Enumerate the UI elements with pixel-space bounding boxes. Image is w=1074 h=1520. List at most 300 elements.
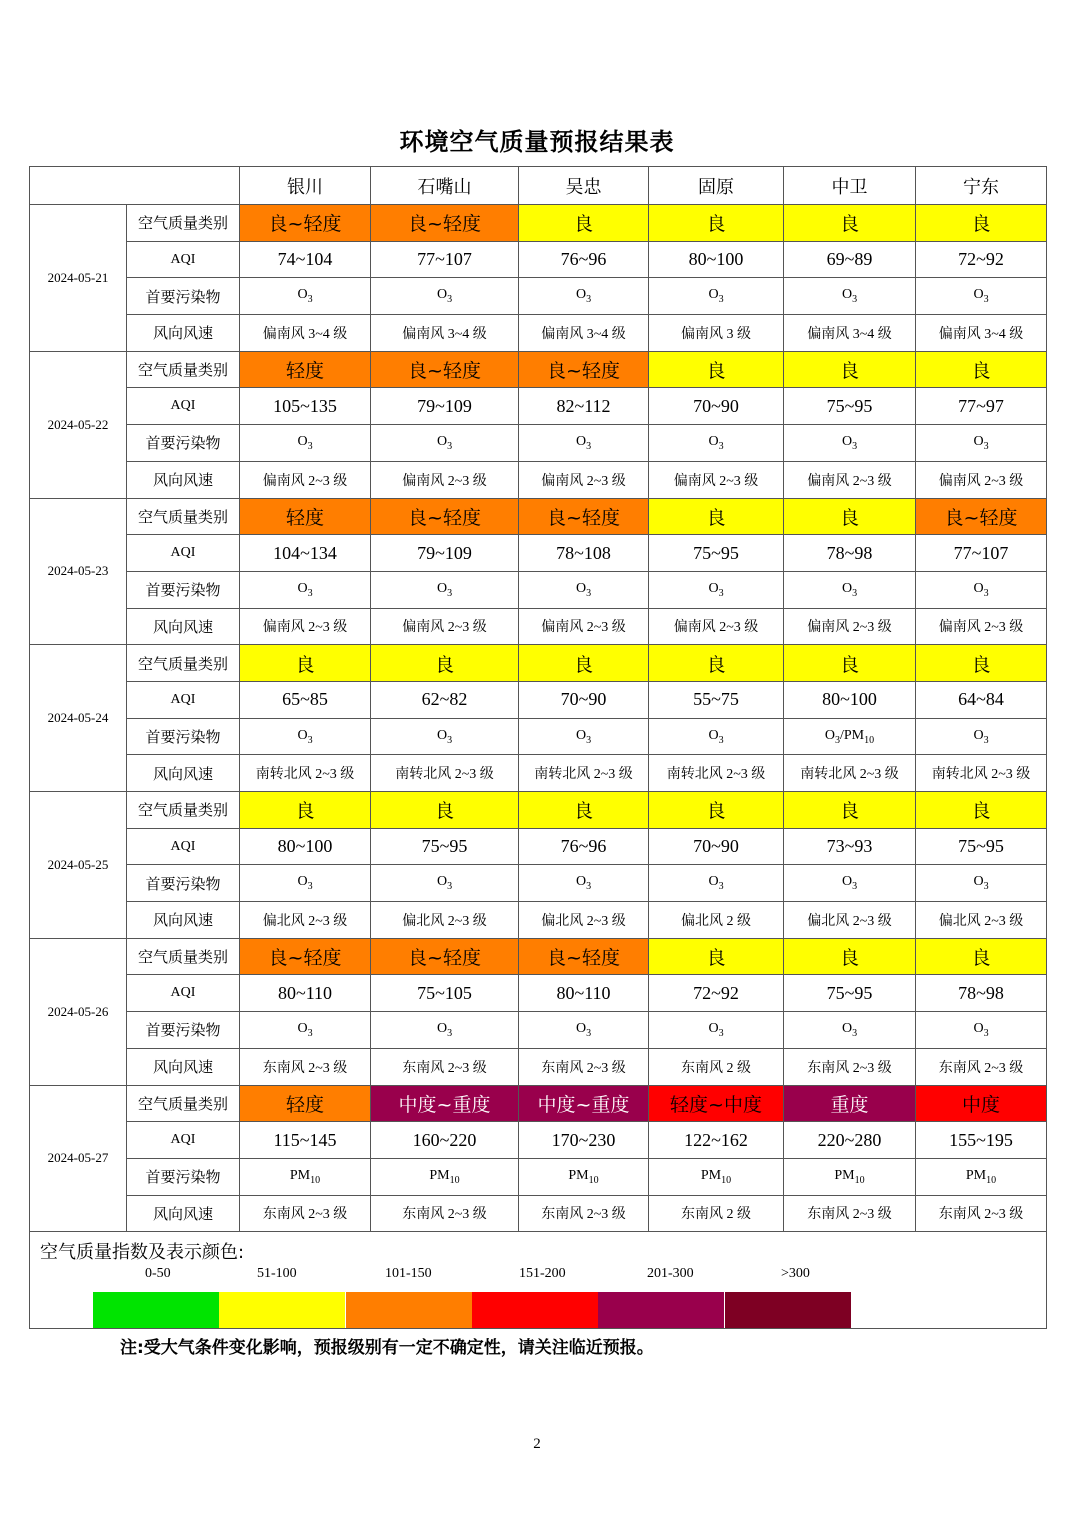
pollutant-subscript: 3 <box>307 587 313 599</box>
pollutant-symbol: O <box>841 874 853 890</box>
city-header: 固原 <box>649 167 784 205</box>
pollutant-symbol: O <box>841 434 853 450</box>
primary-pollutant-cell <box>240 718 371 755</box>
wind-cell: 偏北风 2~3 级 <box>784 902 916 939</box>
aqi-range-cell: 82~112 <box>519 388 649 425</box>
table-row <box>30 278 1047 315</box>
wind-cell: 南转北风 2~3 级 <box>371 755 519 792</box>
pollutant-subscript: 10 <box>449 1174 460 1186</box>
aqi-category-cell: 良 <box>240 645 371 682</box>
row-label-pollutant: 首要污染物 <box>127 425 240 462</box>
row-label-aqi: AQI <box>127 1122 240 1159</box>
primary-pollutant-cell <box>649 1012 784 1049</box>
pollutant-subscript: 3 <box>852 1027 858 1039</box>
primary-pollutant-cell <box>916 1012 1047 1049</box>
forecast-date: 2024-05-23 <box>30 498 127 645</box>
table-row <box>30 608 1047 645</box>
aqi-category-cell: 良 <box>784 938 916 975</box>
primary-pollutant-cell <box>240 571 371 608</box>
row-label-pollutant: 首要污染物 <box>127 1158 240 1195</box>
wind-cell: 东南风 2~3 级 <box>519 1195 649 1232</box>
primary-pollutant-cell <box>916 1158 1047 1195</box>
legend-range-label: 201-300 <box>647 1266 694 1282</box>
aqi-category-cell: 良 <box>649 792 784 829</box>
row-label-aqi: AQI <box>127 388 240 425</box>
aqi-category-cell: 良 <box>519 645 649 682</box>
pollutant-symbol: O <box>708 1021 719 1037</box>
primary-pollutant-cell <box>784 1158 916 1195</box>
aqi-category-cell: 良 <box>916 645 1047 682</box>
legend-color-swatch <box>725 1292 851 1328</box>
wind-cell: 偏南风 2~3 级 <box>371 608 519 645</box>
aqi-range-cell: 70~90 <box>649 388 784 425</box>
aqi-category-cell: 良 <box>371 645 519 682</box>
row-label-wind: 风向风速 <box>127 755 240 792</box>
aqi-range-cell: 75~95 <box>916 828 1047 865</box>
pollutant-subscript: 3 <box>447 587 453 599</box>
primary-pollutant-cell <box>240 278 371 315</box>
aqi-range-cell: 75~95 <box>649 535 784 572</box>
page-title: 环境空气质量预报结果表 <box>399 128 675 156</box>
wind-cell: 东南风 2~3 级 <box>916 1195 1047 1232</box>
wind-cell: 偏南风 3~4 级 <box>371 315 519 352</box>
primary-pollutant-cell <box>240 1012 371 1049</box>
table-row <box>30 792 1047 829</box>
legend-row <box>30 1232 1047 1329</box>
table-row <box>30 315 1047 352</box>
wind-cell: 偏南风 2~3 级 <box>240 608 371 645</box>
aqi-category-cell: 良~轻度 <box>371 351 519 388</box>
legend-range-label: 51-100 <box>257 1266 297 1282</box>
pollutant-symbol: O <box>824 727 835 743</box>
aqi-range-cell: 72~92 <box>916 241 1047 278</box>
pollutant-symbol: O <box>973 580 984 596</box>
wind-cell: 东南风 2~3 级 <box>240 1195 371 1232</box>
header-row <box>30 167 1047 205</box>
pollutant-subscript: 3 <box>718 587 724 599</box>
legend-range-label: 0-50 <box>145 1266 171 1282</box>
pollutant-symbol: PM <box>429 1167 450 1183</box>
table-row <box>30 571 1047 608</box>
aqi-category-cell: 良 <box>784 351 916 388</box>
pollutant-symbol: PM <box>834 1167 855 1183</box>
primary-pollutant-cell <box>649 865 784 902</box>
pollutant-subscript: 3 <box>307 294 313 306</box>
aqi-range-cell: 78~108 <box>519 535 649 572</box>
pollutant-subscript: 3 <box>852 440 858 452</box>
aqi-category-cell: 轻度 <box>240 1085 371 1122</box>
pollutant-subscript: 10 <box>721 1174 732 1186</box>
primary-pollutant-cell <box>784 1012 916 1049</box>
pollutant-symbol: O <box>708 874 719 890</box>
forecast-date: 2024-05-26 <box>30 938 127 1085</box>
forecast-date: 2024-05-22 <box>30 351 127 498</box>
aqi-category-cell: 中度~重度 <box>371 1085 519 1122</box>
wind-cell: 偏南风 3~4 级 <box>519 315 649 352</box>
table-row <box>30 865 1047 902</box>
row-label-category: 空气质量类别 <box>127 498 240 535</box>
city-header: 银川 <box>240 167 371 205</box>
table-row <box>30 351 1047 388</box>
aqi-category-cell: 良 <box>519 205 649 242</box>
aqi-range-cell: 77~107 <box>916 535 1047 572</box>
aqi-range-cell: 77~97 <box>916 388 1047 425</box>
pollutant-symbol: O <box>297 874 308 890</box>
primary-pollutant-cell <box>916 425 1047 462</box>
pollutant-symbol: O <box>575 287 587 303</box>
primary-pollutant-cell <box>916 278 1047 315</box>
forecast-date: 2024-05-21 <box>30 205 127 352</box>
aqi-range-cell: 80~100 <box>240 828 371 865</box>
aqi-range-cell: 65~85 <box>240 681 371 718</box>
aqi-range-cell: 74~104 <box>240 241 371 278</box>
pollutant-subscript: 10 <box>310 1174 321 1186</box>
row-label-aqi: AQI <box>127 828 240 865</box>
aqi-range-cell: 75~95 <box>784 388 916 425</box>
aqi-category-cell: 良 <box>916 205 1047 242</box>
aqi-range-cell: 160~220 <box>371 1122 519 1159</box>
aqi-range-cell: 75~95 <box>784 975 916 1012</box>
table-row <box>30 1122 1047 1159</box>
aqi-range-cell: 76~96 <box>519 241 649 278</box>
row-label-category: 空气质量类别 <box>127 792 240 829</box>
forecast-date: 2024-05-25 <box>30 792 127 939</box>
city-header: 吴忠 <box>519 167 649 205</box>
aqi-range-cell: 80~100 <box>784 681 916 718</box>
table-row <box>30 975 1047 1012</box>
table-row <box>30 681 1047 718</box>
primary-pollutant-cell <box>784 571 916 608</box>
pollutant-symbol: O <box>841 1021 853 1037</box>
pollutant-subscript: 3 <box>852 881 858 893</box>
table-row <box>30 241 1047 278</box>
pollutant-symbol: O <box>436 727 448 743</box>
pollutant-subscript: 10 <box>864 734 875 746</box>
forecast-table <box>29 166 1047 1329</box>
aqi-range-cell: 76~96 <box>519 828 649 865</box>
table-row <box>30 1012 1047 1049</box>
city-header: 宁东 <box>916 167 1047 205</box>
pollutant-subscript: 3 <box>983 1027 989 1039</box>
pollutant-subscript: 3 <box>586 1027 592 1039</box>
row-label-aqi: AQI <box>127 681 240 718</box>
pollutant-subscript: 3 <box>983 440 989 452</box>
aqi-range-cell: 80~100 <box>649 241 784 278</box>
aqi-category-cell: 良 <box>916 351 1047 388</box>
pollutant-symbol: O <box>708 287 719 303</box>
table-row <box>30 1048 1047 1085</box>
pollutant-symbol: O <box>297 727 308 743</box>
wind-cell: 东南风 2~3 级 <box>784 1195 916 1232</box>
aqi-category-cell: 中度~重度 <box>519 1085 649 1122</box>
aqi-category-cell: 良~轻度 <box>240 205 371 242</box>
aqi-category-cell: 良~轻度 <box>240 938 371 975</box>
pollutant-symbol: O <box>708 727 719 743</box>
aqi-category-cell: 良 <box>649 645 784 682</box>
pollutant-symbol: O <box>297 580 308 596</box>
wind-cell: 偏南风 2~3 级 <box>784 608 916 645</box>
pollutant-subscript: 10 <box>588 1174 599 1186</box>
row-label-aqi: AQI <box>127 535 240 572</box>
aqi-category-cell: 良 <box>784 792 916 829</box>
table-row <box>30 498 1047 535</box>
pollutant-subscript: 3 <box>307 734 313 746</box>
wind-cell: 偏北风 2~3 级 <box>371 902 519 939</box>
row-label-category: 空气质量类别 <box>127 351 240 388</box>
pollutant-symbol: PM <box>965 1167 987 1183</box>
primary-pollutant-cell <box>649 425 784 462</box>
primary-pollutant-cell <box>371 1158 519 1195</box>
table-row <box>30 755 1047 792</box>
aqi-range-cell: 70~90 <box>519 681 649 718</box>
pollutant-symbol: /PM <box>840 727 865 743</box>
forecast-date: 2024-05-24 <box>30 645 127 792</box>
aqi-range-cell: 79~109 <box>371 388 519 425</box>
legend-range-label: >300 <box>781 1266 810 1282</box>
row-label-wind: 风向风速 <box>127 1195 240 1232</box>
wind-cell: 偏北风 2 级 <box>649 902 784 939</box>
aqi-category-cell: 良~轻度 <box>371 938 519 975</box>
wind-cell: 偏南风 2~3 级 <box>519 461 649 498</box>
legend-color-swatch <box>472 1292 598 1328</box>
primary-pollutant-cell <box>649 718 784 755</box>
pollutant-subscript: 3 <box>852 294 858 306</box>
primary-pollutant-cell <box>519 718 649 755</box>
aqi-range-cell: 79~109 <box>371 535 519 572</box>
wind-cell: 南转北风 2~3 级 <box>649 755 784 792</box>
wind-cell: 东南风 2 级 <box>649 1195 784 1232</box>
aqi-range-cell: 64~84 <box>916 681 1047 718</box>
primary-pollutant-cell <box>519 1012 649 1049</box>
forecast-date: 2024-05-27 <box>30 1085 127 1232</box>
pollutant-symbol: O <box>436 580 448 596</box>
forecast-note: 注:受大气条件变化影响，预报级别有一定不确定性，请关注临近预报。 <box>120 1338 654 1358</box>
pollutant-subscript: 3 <box>718 294 724 306</box>
wind-cell: 偏北风 2~3 级 <box>916 902 1047 939</box>
primary-pollutant-cell <box>371 1012 519 1049</box>
aqi-category-cell: 良 <box>240 792 371 829</box>
table-row <box>30 425 1047 462</box>
wind-cell: 偏南风 2~3 级 <box>916 461 1047 498</box>
pollutant-subscript: 3 <box>983 734 989 746</box>
pollutant-subscript: 3 <box>307 440 313 452</box>
row-label-pollutant: 首要污染物 <box>127 278 240 315</box>
aqi-range-cell: 75~105 <box>371 975 519 1012</box>
page-number: 2 <box>533 1436 541 1452</box>
primary-pollutant-cell <box>649 571 784 608</box>
pollutant-symbol: O <box>841 580 853 596</box>
aqi-category-cell: 良 <box>784 645 916 682</box>
row-label-wind: 风向风速 <box>127 461 240 498</box>
aqi-range-cell: 73~93 <box>784 828 916 865</box>
wind-cell: 南转北风 2~3 级 <box>519 755 649 792</box>
aqi-category-cell: 良 <box>649 205 784 242</box>
primary-pollutant-cell <box>649 1158 784 1195</box>
pollutant-subscript: 3 <box>586 734 592 746</box>
wind-cell: 偏北风 2~3 级 <box>519 902 649 939</box>
pollutant-symbol: O <box>973 434 984 450</box>
primary-pollutant-cell <box>519 1158 649 1195</box>
row-label-wind: 风向风速 <box>127 1048 240 1085</box>
table-row <box>30 718 1047 755</box>
row-label-pollutant: 首要污染物 <box>127 571 240 608</box>
aqi-category-cell: 良 <box>371 792 519 829</box>
wind-cell: 偏南风 2~3 级 <box>240 461 371 498</box>
primary-pollutant-cell <box>784 865 916 902</box>
primary-pollutant-cell <box>371 278 519 315</box>
wind-cell: 东南风 2 级 <box>649 1048 784 1085</box>
aqi-range-cell: 104~134 <box>240 535 371 572</box>
table-row <box>30 388 1047 425</box>
table-row <box>30 1195 1047 1232</box>
pollutant-subscript: 3 <box>718 440 724 452</box>
pollutant-symbol: O <box>841 287 853 303</box>
pollutant-symbol: PM <box>700 1167 722 1183</box>
pollutant-subscript: 10 <box>854 1174 865 1186</box>
wind-cell: 南转北风 2~3 级 <box>240 755 371 792</box>
aqi-range-cell: 155~195 <box>916 1122 1047 1159</box>
aqi-range-cell: 115~145 <box>240 1122 371 1159</box>
aqi-category-cell: 良 <box>649 498 784 535</box>
pollutant-subscript: 10 <box>986 1174 997 1186</box>
pollutant-symbol: O <box>575 1021 587 1037</box>
pollutant-symbol: O <box>575 434 587 450</box>
aqi-range-cell: 75~95 <box>371 828 519 865</box>
aqi-range-cell: 72~92 <box>649 975 784 1012</box>
aqi-category-cell: 良 <box>649 351 784 388</box>
pollutant-subscript: 3 <box>586 440 592 452</box>
aqi-range-cell: 80~110 <box>240 975 371 1012</box>
aqi-category-cell: 良~轻度 <box>371 205 519 242</box>
primary-pollutant-cell <box>371 425 519 462</box>
wind-cell: 偏南风 2~3 级 <box>649 461 784 498</box>
aqi-category-cell: 良~轻度 <box>916 498 1047 535</box>
row-label-wind: 风向风速 <box>127 315 240 352</box>
pollutant-subscript: 3 <box>983 294 989 306</box>
header-blank-cell <box>30 167 240 205</box>
wind-cell: 东南风 2~3 级 <box>371 1195 519 1232</box>
table-row <box>30 461 1047 498</box>
pollutant-symbol: O <box>973 287 984 303</box>
pollutant-subscript: 3 <box>835 734 840 746</box>
pollutant-symbol: O <box>297 287 308 303</box>
pollutant-subscript: 3 <box>447 440 453 452</box>
row-label-pollutant: 首要污染物 <box>127 1012 240 1049</box>
pollutant-symbol: PM <box>289 1167 311 1183</box>
aqi-category-cell: 轻度~中度 <box>649 1085 784 1122</box>
pollutant-subscript: 3 <box>852 587 858 599</box>
aqi-range-cell: 220~280 <box>784 1122 916 1159</box>
aqi-category-cell: 良~轻度 <box>519 351 649 388</box>
aqi-category-cell: 良 <box>519 792 649 829</box>
pollutant-subscript: 3 <box>447 881 453 893</box>
wind-cell: 东南风 2~3 级 <box>519 1048 649 1085</box>
forecast-table-body <box>30 167 1047 1329</box>
aqi-range-cell: 69~89 <box>784 241 916 278</box>
pollutant-symbol: O <box>708 580 719 596</box>
city-header: 中卫 <box>784 167 916 205</box>
primary-pollutant-cell <box>519 278 649 315</box>
pollutant-symbol: O <box>436 874 448 890</box>
wind-cell: 东南风 2~3 级 <box>240 1048 371 1085</box>
aqi-category-cell: 轻度 <box>240 351 371 388</box>
aqi-range-cell: 80~110 <box>519 975 649 1012</box>
table-row <box>30 645 1047 682</box>
aqi-category-cell: 良~轻度 <box>519 938 649 975</box>
aqi-category-cell: 重度 <box>784 1085 916 1122</box>
pollutant-symbol: PM <box>568 1167 589 1183</box>
row-label-wind: 风向风速 <box>127 608 240 645</box>
legend-title: 空气质量指数及表示颜色: <box>40 1242 245 1264</box>
row-label-category: 空气质量类别 <box>127 645 240 682</box>
primary-pollutant-cell <box>371 571 519 608</box>
primary-pollutant-cell <box>240 1158 371 1195</box>
row-label-pollutant: 首要污染物 <box>127 718 240 755</box>
pollutant-symbol: O <box>436 287 448 303</box>
wind-cell: 偏南风 2~3 级 <box>519 608 649 645</box>
wind-cell: 南转北风 2~3 级 <box>784 755 916 792</box>
wind-cell: 偏南风 3~4 级 <box>784 315 916 352</box>
primary-pollutant-cell <box>519 571 649 608</box>
wind-cell: 东南风 2~3 级 <box>916 1048 1047 1085</box>
pollutant-subscript: 3 <box>718 1027 724 1039</box>
wind-cell: 偏南风 2~3 级 <box>371 461 519 498</box>
pollutant-symbol: O <box>436 1021 448 1037</box>
pollutant-subscript: 3 <box>586 294 592 306</box>
row-label-category: 空气质量类别 <box>127 1085 240 1122</box>
pollutant-subscript: 3 <box>718 734 724 746</box>
primary-pollutant-cell <box>649 278 784 315</box>
pollutant-symbol: O <box>575 727 587 743</box>
legend-color-swatch <box>219 1292 345 1328</box>
table-row <box>30 828 1047 865</box>
aqi-category-cell: 中度 <box>916 1085 1047 1122</box>
primary-pollutant-cell <box>784 425 916 462</box>
wind-cell: 偏南风 3~4 级 <box>240 315 371 352</box>
row-label-aqi: AQI <box>127 241 240 278</box>
table-row <box>30 902 1047 939</box>
pollutant-subscript: 3 <box>586 587 592 599</box>
pollutant-symbol: O <box>973 1021 984 1037</box>
aqi-category-cell: 良~轻度 <box>371 498 519 535</box>
aqi-legend <box>30 1232 1047 1329</box>
pollutant-subscript: 3 <box>586 881 592 893</box>
pollutant-subscript: 3 <box>983 587 989 599</box>
primary-pollutant-cell <box>916 571 1047 608</box>
wind-cell: 偏南风 3~4 级 <box>916 315 1047 352</box>
aqi-range-cell: 78~98 <box>916 975 1047 1012</box>
row-label-wind: 风向风速 <box>127 902 240 939</box>
city-header: 石嘴山 <box>371 167 519 205</box>
aqi-category-cell: 良 <box>916 938 1047 975</box>
aqi-category-cell: 轻度 <box>240 498 371 535</box>
primary-pollutant-cell <box>784 278 916 315</box>
primary-pollutant-cell <box>240 425 371 462</box>
primary-pollutant-cell <box>371 718 519 755</box>
pollutant-symbol: O <box>973 874 984 890</box>
aqi-category-cell: 良~轻度 <box>519 498 649 535</box>
pollutant-subscript: 3 <box>447 734 453 746</box>
table-row <box>30 1085 1047 1122</box>
legend-range-label: 101-150 <box>385 1266 432 1282</box>
pollutant-symbol: O <box>297 1021 308 1037</box>
aqi-range-cell: 170~230 <box>519 1122 649 1159</box>
table-row <box>30 938 1047 975</box>
primary-pollutant-cell <box>371 865 519 902</box>
aqi-range-cell: 105~135 <box>240 388 371 425</box>
aqi-range-cell: 122~162 <box>649 1122 784 1159</box>
aqi-category-cell: 良 <box>784 498 916 535</box>
